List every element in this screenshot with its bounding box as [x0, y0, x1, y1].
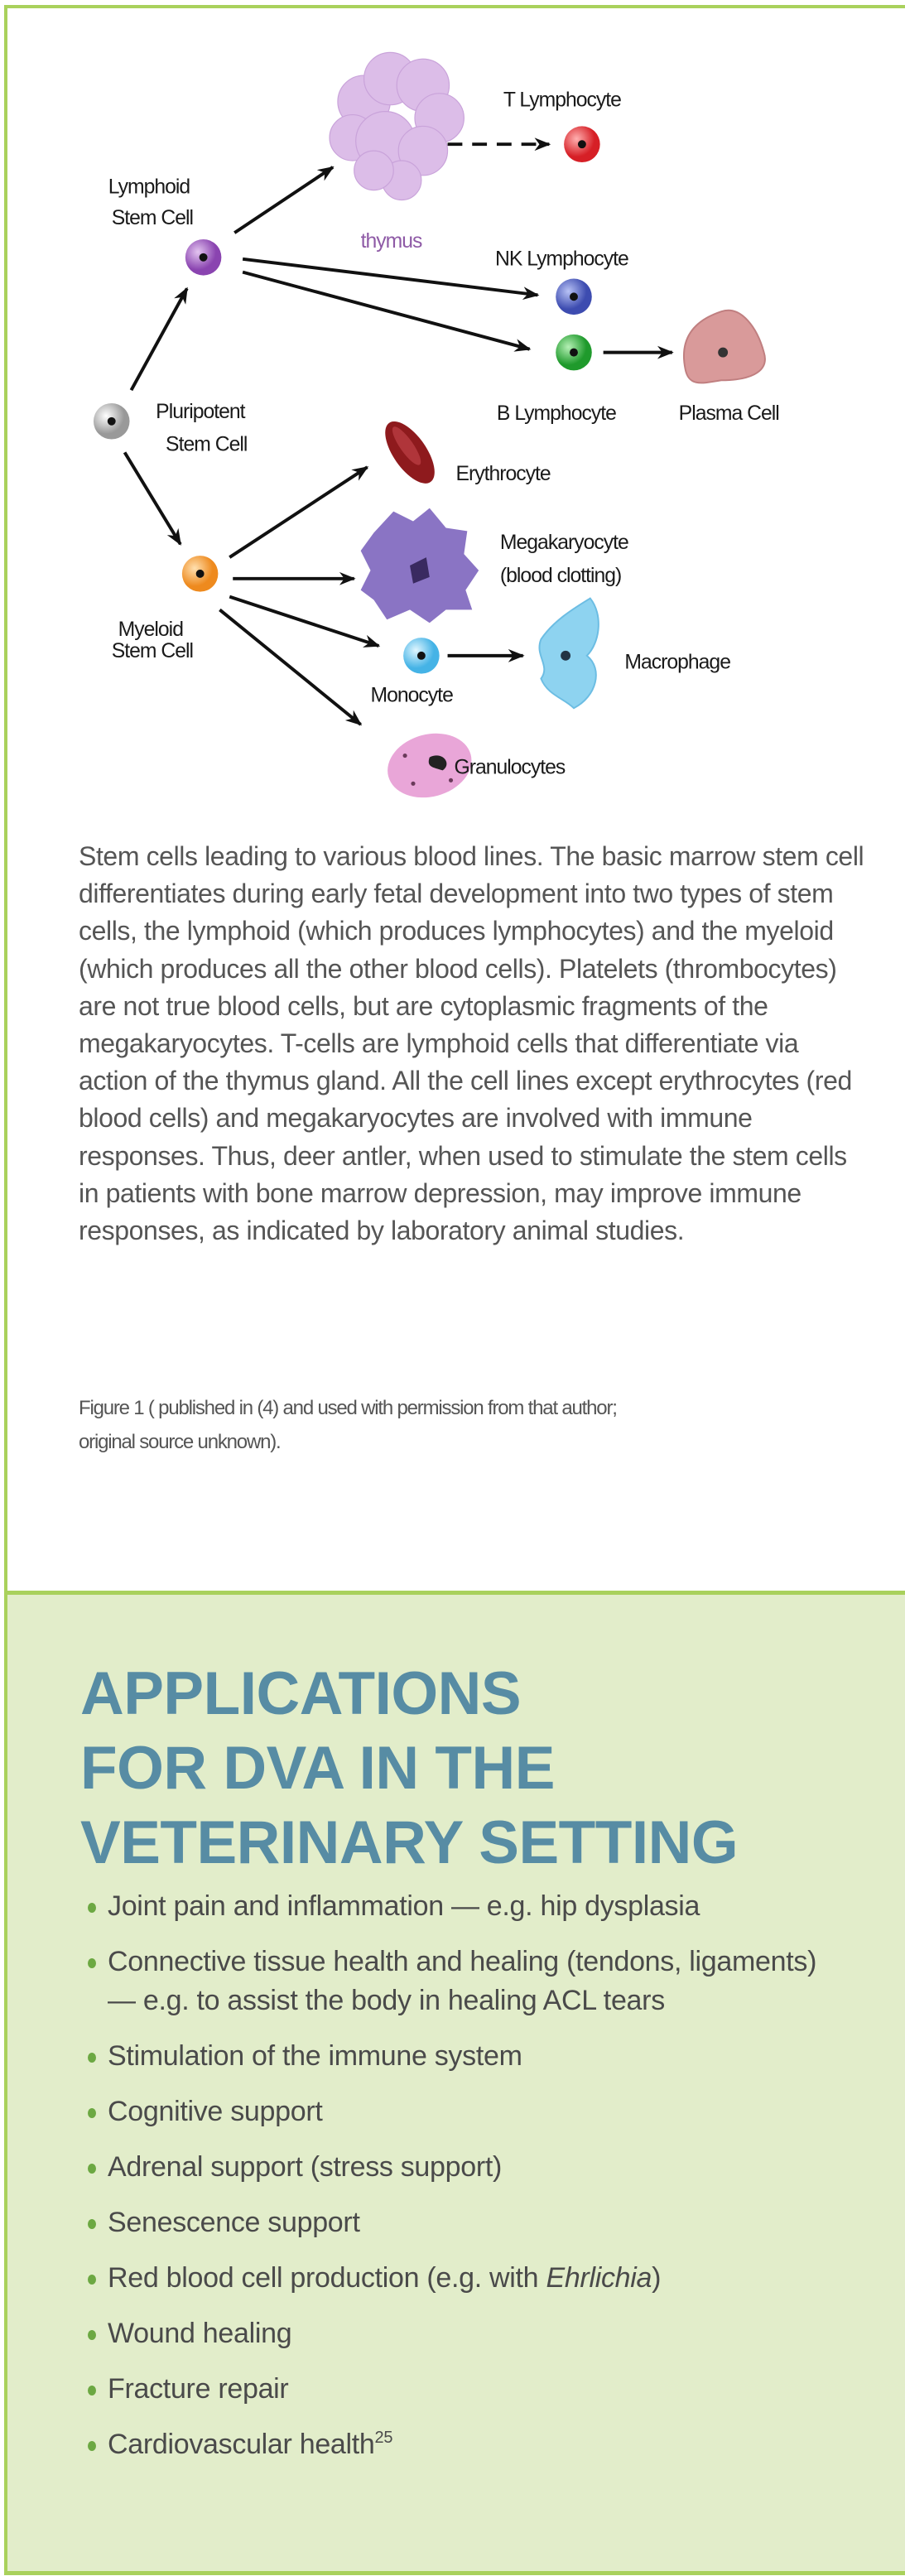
megakaryocyte-cell: [361, 508, 479, 624]
label-granulocytes: Granulocytes: [454, 756, 566, 779]
list-item: [88, 2037, 833, 2076]
plasma-cell: [684, 311, 765, 383]
reference-superscript: 25: [374, 2428, 393, 2447]
arrow-pluripotent-lymphoid: [131, 288, 186, 390]
label-pluripotent-stem-cell: Pluripotent: [156, 400, 245, 423]
label-myeloid-stem-cell-2: Stem Cell: [111, 639, 194, 662]
arrow-pluripotent-myeloid: [125, 452, 181, 544]
list-item-text: Adrenal support (stress support): [108, 2150, 503, 2183]
arrow-lymphoid-nk: [243, 259, 537, 296]
label-lymphoid-stem-cell-2: Stem Cell: [111, 207, 194, 230]
heading-line: FOR DVA IN THE: [80, 1735, 555, 1802]
applications-list: [88, 1887, 833, 2481]
bullet-icon: [88, 2219, 96, 2229]
bullet-icon: [88, 2330, 96, 2340]
applications-heading: [80, 1657, 738, 1880]
label-lymphoid-stem-cell: Lymphoid: [108, 176, 190, 199]
list-item-text: Cognitive support: [108, 2095, 323, 2127]
list-item: [88, 1887, 833, 1926]
label-pluripotent-stem-cell-2: Stem Cell: [166, 433, 248, 456]
pluripotent-stem-cell: [94, 403, 130, 440]
monocyte-cell: [403, 638, 440, 674]
arrow-lymphoid-b: [243, 272, 529, 349]
arrow-myeloid-erythrocyte: [229, 467, 367, 557]
list-item: [88, 2148, 833, 2187]
list-item-text: Cardiovascular health: [108, 2428, 375, 2460]
bullet-icon: [88, 2441, 96, 2451]
label-myeloid-stem-cell: Myeloid: [118, 619, 183, 642]
macrophage-cell: [539, 599, 598, 709]
thymus-icon: [330, 52, 464, 200]
erythrocyte-cell: [376, 413, 444, 491]
species-name: Ehrlichia: [546, 2261, 652, 2294]
list-item: [88, 2370, 833, 2409]
applications-panel: [4, 1591, 905, 2575]
arrow-lymphoid-thymus: [234, 167, 333, 233]
heading-line: APPLICATIONS: [80, 1660, 522, 1727]
list-item-text: Red blood cell production (e.g. with: [108, 2261, 546, 2294]
list-item-text: Joint pain and inflammation — e.g. hip dysplasia: [108, 1890, 700, 1922]
bullet-icon: [88, 2164, 96, 2174]
figure-source-note: Figure 1 ( published in (4) and used with permission from that author; original source unknown).: [79, 1397, 617, 1453]
blood-cell-lineage-diagram: [0, 0, 905, 885]
label-megakaryocyte: Megakaryocyte: [499, 532, 628, 555]
label-b-lymphocyte: B Lymphocyte: [496, 402, 616, 425]
list-item-text: Stimulation of the immune system: [108, 2039, 522, 2072]
figure-caption: Stem cells leading to various blood lines. The basic marrow stem cell differentiates during early fetal development into two types of stem cells, the lymphoid (which produces lymphocytes) and the myeloid (which produces all the other blood cells). Platelets (thrombocytes) are not true blood cells, but are cytoplasmic fragments of the megakaryocytes. T-cells are lymphoid cells that differentiate via action of the thymus gland. All the cell lines except erythrocytes (red blood cells) and megakaryocytes are involved with immune responses. Thus, deer antler, when used to stimulate the stem cells in patients with bone marrow depression, may improve immune responses, as indicated by laboratory animal studies.: [79, 841, 864, 1246]
label-megakaryocyte-2: (blood clotting): [499, 564, 622, 587]
myeloid-stem-cell: [182, 556, 219, 592]
list-item-text: ): [652, 2261, 662, 2294]
list-item: [88, 2259, 833, 2298]
list-item: [88, 2092, 833, 2131]
bullet-icon: [88, 1958, 96, 1968]
list-item: [88, 2203, 833, 2242]
list-item: [88, 1943, 833, 2020]
label-macrophage: Macrophage: [624, 651, 730, 674]
arrow-myeloid-granulocytes: [219, 609, 360, 725]
bullet-icon: [88, 2053, 96, 2063]
label-erythrocyte: Erythrocyte: [455, 463, 551, 486]
label-nk-lymphocyte: NK Lymphocyte: [494, 248, 628, 271]
b-lymphocyte-cell: [556, 335, 592, 371]
bullet-icon: [88, 1903, 96, 1913]
lymphoid-stem-cell: [185, 239, 222, 276]
label-monocyte: Monocyte: [370, 684, 453, 707]
bullet-icon: [88, 2275, 96, 2285]
t-lymphocyte-cell: [564, 126, 600, 162]
list-item-text: Senescence support: [108, 2206, 360, 2238]
list-item-text: Connective tissue health and healing (tendons, ligaments) — e.g. to assist the body in healing ACL tears: [108, 1946, 817, 2016]
list-item: [88, 2314, 833, 2353]
list-item-text: Wound healing: [108, 2317, 292, 2349]
bullet-icon: [88, 2386, 96, 2395]
bullet-icon: [88, 2108, 96, 2118]
label-plasma-cell: Plasma Cell: [678, 402, 779, 425]
heading-line: VETERINARY SETTING: [80, 1809, 739, 1876]
list-item: [88, 2425, 833, 2464]
label-t-lymphocyte: T Lymphocyte: [503, 89, 621, 112]
list-item-text: Fracture repair: [108, 2372, 289, 2405]
arrow-myeloid-monocyte: [229, 597, 378, 646]
label-thymus: thymus: [360, 229, 422, 253]
nk-lymphocyte-cell: [556, 279, 592, 315]
